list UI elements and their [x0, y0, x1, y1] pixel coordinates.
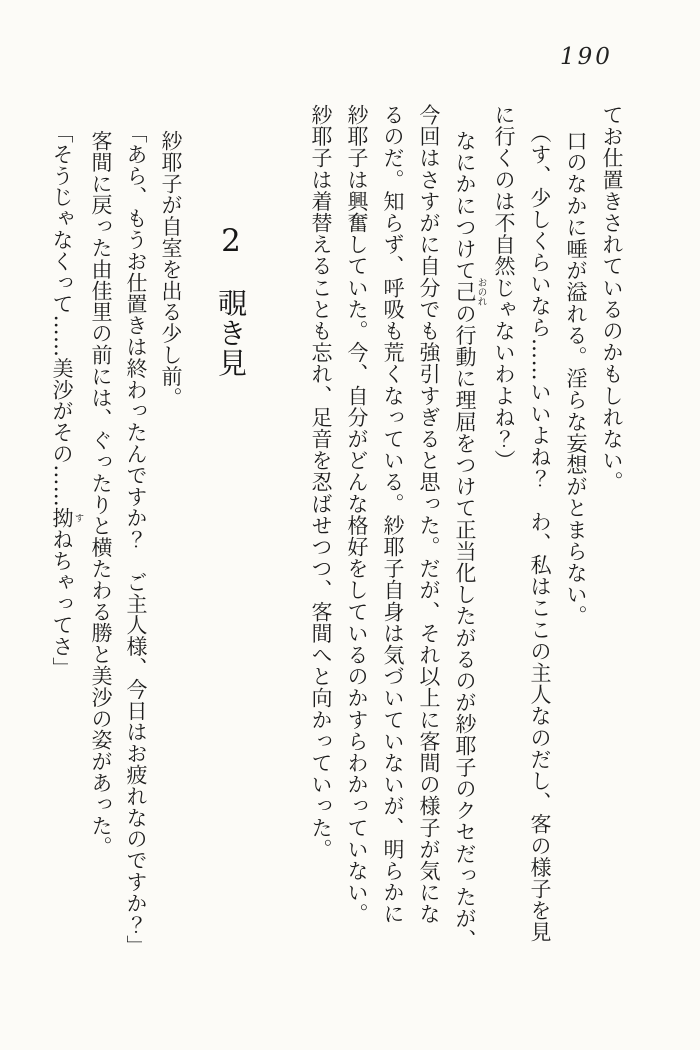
text-line: てお仕置きされているのかもしれない。 — [600, 104, 624, 493]
text-line: 紗耶子は着替えることも忘れ、足音を忍ばせつつ、客間へと向かっていった。 — [309, 104, 333, 860]
text-line: るのだ。知らず、呼吸も荒くなっている。紗耶子自身は気づいていないが、明らかに — [381, 104, 405, 925]
ruby-annotated-text: 拗す — [50, 507, 84, 529]
text-line: 紗耶子が自室を出る少し前。 — [159, 130, 183, 409]
chapter-number: 2 — [213, 223, 249, 260]
text-line: なにかにつけて己おのれの行動に理屈をつけて正当化したがるのが紗耶子のクセだったが、 — [453, 130, 487, 952]
text-line: 今回はさすがに自分でも強引すぎると思った。だが、それ以上に客間の様子が気にな — [417, 104, 441, 925]
text-line: 客間に戻った由佳里の前には、ぐったりと横たわる勝と美沙の姿があった。 — [89, 130, 113, 858]
chapter-heading — [211, 223, 252, 723]
ruby-annotated-text: 己おのれ — [453, 278, 487, 307]
chapter-title: 覗き見 — [214, 287, 248, 378]
main-text-block — [303, 104, 630, 966]
page-number: 190 — [560, 44, 613, 70]
text-line: 「あら、もうお仕置きは終わったんですか？ ご主人様、今日はお疲れなのですか？」 — [124, 121, 148, 957]
text-line: （す、少しくらいなら……いいよね？ わ、私はここの主人なのだし、客の様子を見 — [528, 121, 552, 943]
furigana: す — [72, 507, 84, 529]
text-line: 口のなかに唾が溢れる。淫らな妄想がとまらない。 — [564, 130, 588, 628]
text-line: 紗耶子は興奮していた。今、自分がどんな格好をしているのかすらわかっていない。 — [345, 104, 369, 925]
after-heading-text-block — [44, 104, 188, 966]
furigana: おのれ — [475, 278, 487, 307]
text-line: に行くのは不自然じゃないわよね？） — [492, 104, 516, 472]
text-line: 「そうじゃなくって……美沙がその……拗すねちゃってさ」 — [50, 121, 84, 679]
